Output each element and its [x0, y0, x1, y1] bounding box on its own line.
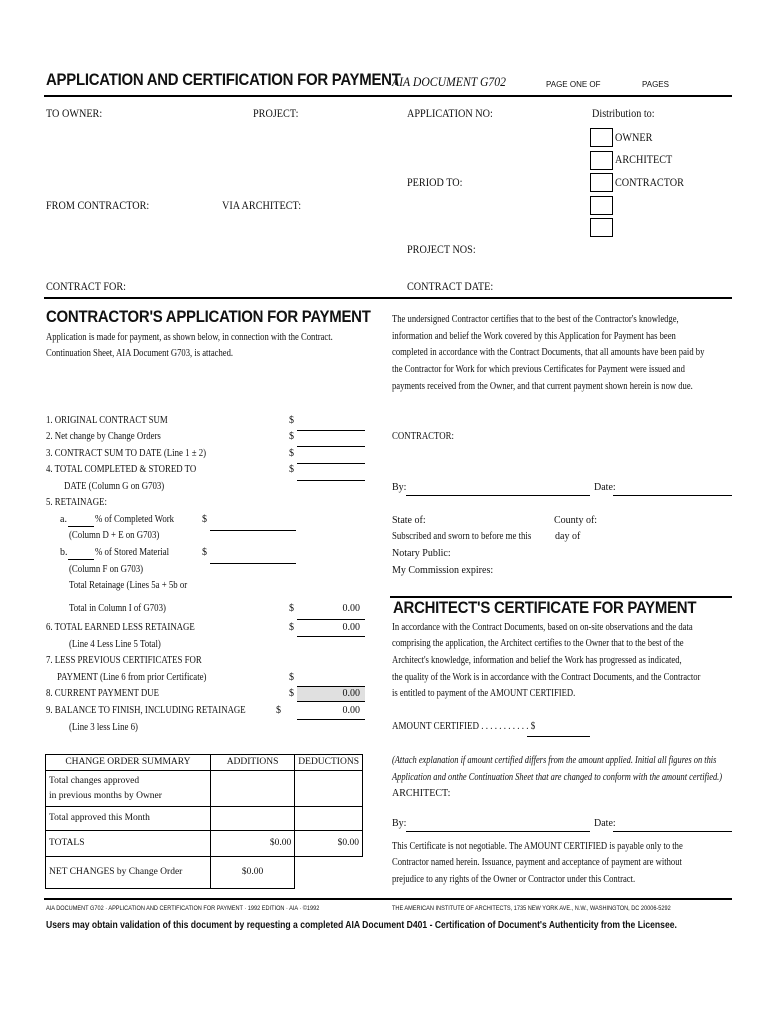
intro-line-1: Application is made for payment, as shown below, in connection with the Contract. — [46, 332, 333, 343]
architect-certificate-heading: ARCHITECT'S CERTIFICATE FOR PAYMENT — [393, 598, 697, 617]
line-2-dollar: $ — [289, 431, 294, 442]
intro-line-2: Continuation Sheet, AIA Document G703, is attached. — [46, 348, 234, 359]
table-header-row — [46, 755, 363, 771]
project-nos-label: PROJECT NOS: — [407, 242, 476, 256]
line-6-total-earned: 6. TOTAL EARNED LESS RETAINAGE — [46, 622, 195, 633]
arch-line-3: Architect's knowledge, information and belief the Work has progressed as indicated, — [392, 655, 682, 666]
line-9-subtext: (Line 3 less Line 6) — [69, 722, 138, 733]
arch-line-1: In accordance with the Contract Documents, based on on-site observations and the data — [392, 622, 693, 633]
document-id: AIA DOCUMENT G702 — [392, 74, 506, 89]
notary-public-label: Notary Public: — [392, 548, 451, 559]
dist-architect-label: ARCHITECT — [615, 152, 673, 166]
line-8-value: 0.00 — [342, 688, 360, 699]
table-row — [46, 807, 363, 831]
header-rule — [44, 95, 732, 97]
contractor-date-label: Date: — [594, 482, 616, 493]
line-3-dollar: $ — [289, 448, 294, 459]
footer-right: THE AMERICAN INSTITUTE OF ARCHITECTS, 1735 NEW YORK AVE., N.W., WASHINGTON, DC 20006-5292 — [392, 905, 671, 912]
line-5a-label: a. — [60, 514, 67, 525]
table-row — [46, 771, 363, 807]
line-7-less-previous: 7. LESS PREVIOUS CERTIFICATES FOR — [46, 655, 202, 666]
application-no-label: APPLICATION NO: — [407, 106, 493, 120]
row-totals-additions: $0.00 — [210, 831, 294, 857]
line-5a-dollar: $ — [202, 514, 207, 525]
header-deductions: DEDUCTIONS — [295, 755, 363, 771]
pages-label: PAGES — [642, 80, 669, 89]
cert-line-3: completed in accordance with the Contract Documents, that all amounts have been paid by — [392, 347, 705, 358]
contractor-application-heading: CONTRACTOR'S APPLICATION FOR PAYMENT — [46, 307, 371, 326]
line-3-amount-field[interactable] — [297, 463, 365, 464]
project-label: PROJECT: — [253, 106, 299, 120]
table-row — [46, 831, 363, 857]
contractor-label: CONTRACTOR: — [392, 431, 454, 442]
row-net-changes-empty — [295, 857, 363, 889]
total-retainage-label-2: Total in Column I of G703) — [69, 603, 166, 614]
from-contractor-label: FROM CONTRACTOR: — [46, 198, 150, 212]
line-5a-percent-field[interactable] — [68, 526, 94, 527]
line-9-value: 0.00 — [342, 705, 360, 716]
section-rule — [44, 297, 732, 299]
line-6-subtext: (Line 4 Less Line 5 Total) — [69, 639, 161, 650]
period-to-label: PERIOD TO: — [407, 175, 463, 189]
line-7-subtext: PAYMENT (Line 6 from prior Certificate) — [57, 672, 207, 683]
row-net-changes-value: $0.00 — [210, 857, 294, 889]
row-previous-changes-line-1: Total changes approved — [49, 775, 140, 786]
blank-checkbox-1[interactable] — [590, 196, 613, 215]
line-7-dollar: $ — [289, 672, 294, 683]
architect-label: ARCHITECT: — [392, 788, 451, 799]
subscribed-label: Subscribed and sworn to before me this — [392, 531, 532, 542]
cert-line-2: information and belief the Work covered by this Application for Payment has been — [392, 331, 676, 342]
attach-note-line-1: (Attach explanation if amount certified differs from the amount applied. Initial all figures on this — [392, 755, 717, 766]
line-2-net-change: 2. Net change by Change Orders — [46, 431, 161, 442]
distribution-label: Distribution to: — [592, 106, 655, 120]
total-retainage-value: 0.00 — [342, 603, 360, 614]
footer-rule — [44, 898, 732, 900]
line-5a-text: % of Completed Work — [95, 514, 175, 525]
architect-date-label: Date: — [594, 818, 616, 829]
line-5b-amount-field[interactable] — [210, 563, 296, 564]
state-of-label: State of: — [392, 515, 426, 526]
via-architect-label: VIA ARCHITECT: — [222, 198, 302, 212]
line-6-value: 0.00 — [342, 622, 360, 633]
negotiable-line-1: This Certificate is not negotiable. The AMOUNT CERTIFIED is payable only to the — [392, 841, 683, 852]
page-one-of-label: PAGE ONE OF — [546, 80, 601, 89]
line-9-rule — [297, 719, 365, 720]
negotiable-line-3: prejudice to any rights of the Owner or Contractor under this Contract. — [392, 874, 636, 885]
row-previous-deductions[interactable] — [295, 771, 363, 807]
contractor-by-label: By: — [392, 482, 407, 493]
line-5b-subtext: (Column F on G703) — [69, 564, 144, 575]
line-5-retainage: 5. RETAINAGE: — [46, 497, 107, 508]
line-5b-dollar: $ — [202, 547, 207, 558]
contract-date-label: CONTRACT DATE: — [407, 279, 494, 293]
header-additions: ADDITIONS — [210, 755, 294, 771]
table-row — [46, 857, 363, 889]
attach-note-line-2: Application and onthe Continuation Sheet that are changed to conform with the amount certified.) — [392, 772, 723, 783]
cert-line-1: The undersigned Contractor certifies that to the best of the Contractor's knowledge, — [392, 314, 679, 325]
line-5b-text: % of Stored Material — [95, 547, 170, 558]
line-1-original-contract-sum: 1. ORIGINAL CONTRACT SUM — [46, 415, 168, 426]
row-previous-additions[interactable] — [210, 771, 294, 807]
owner-checkbox[interactable] — [590, 128, 613, 147]
line-6-rule — [297, 636, 365, 637]
line-6-dollar: $ — [289, 622, 294, 633]
contract-for-label: CONTRACT FOR: — [46, 279, 127, 293]
line-1-amount-field[interactable] — [297, 430, 365, 431]
arch-line-5: is entitled to payment of the AMOUNT CERTIFIED. — [392, 688, 576, 699]
row-totals-deductions: $0.00 — [295, 831, 363, 857]
row-previous-changes-line-2: in previous months by Owner — [49, 790, 162, 801]
change-order-summary-table — [45, 754, 363, 889]
contractor-date-field[interactable] — [613, 495, 732, 496]
row-net-changes: NET CHANGES by Change Order — [46, 857, 211, 889]
contractor-signature-field[interactable] — [406, 495, 590, 496]
line-4-amount-field[interactable] — [297, 480, 365, 481]
total-retainage-rule — [297, 619, 365, 620]
negotiable-line-2: Contractor named herein. Issuance, payment and acceptance of payment are without — [392, 857, 682, 868]
footer-left: AIA DOCUMENT G702 · APPLICATION AND CERTIFICATION FOR PAYMENT · 1992 EDITION · AIA · ©1992 — [46, 905, 320, 912]
cert-line-4: the Contractor for Work for which previous Certificates for Payment were issued and — [392, 364, 685, 375]
to-owner-label: TO OWNER: — [46, 106, 103, 120]
architect-checkbox[interactable] — [590, 151, 613, 170]
total-retainage-label: Total Retainage (Lines 5a + 5b or — [69, 580, 188, 591]
line-5a-amount-field[interactable] — [210, 530, 296, 531]
line-4-subtext: DATE (Column G on G703) — [64, 481, 165, 492]
contractor-checkbox[interactable] — [590, 173, 613, 192]
dist-contractor-label: CONTRACTOR — [615, 175, 684, 189]
line-5b-label: b. — [60, 547, 68, 558]
row-this-month-additions[interactable] — [210, 807, 294, 831]
line-3-contract-sum-to-date: 3. CONTRACT SUM TO DATE (Line 1 ± 2) — [46, 448, 207, 459]
architect-signature-field[interactable] — [406, 831, 590, 832]
total-retainage-dollar: $ — [289, 603, 294, 614]
amount-certified-label: AMOUNT CERTIFIED . . . . . . . . . . . $ — [392, 721, 536, 732]
line-8-dollar: $ — [289, 688, 294, 699]
line-4-dollar: $ — [289, 464, 294, 475]
line-5b-percent-field[interactable] — [68, 559, 94, 560]
row-totals: TOTALS — [46, 831, 211, 857]
commission-expires-label: My Commission expires: — [392, 565, 494, 576]
dist-owner-label: OWNER — [615, 130, 653, 144]
architect-date-field[interactable] — [613, 831, 732, 832]
blank-checkbox-2[interactable] — [590, 218, 613, 237]
county-of-label: County of: — [554, 515, 598, 526]
header-change-order-summary: CHANGE ORDER SUMMARY — [46, 755, 211, 771]
cert-line-5: payments received from the Owner, and that current payment shown herein is now due. — [392, 381, 693, 392]
row-this-month-deductions[interactable] — [295, 807, 363, 831]
line-4-total-completed: 4. TOTAL COMPLETED & STORED TO — [46, 464, 197, 475]
line-2-amount-field[interactable] — [297, 446, 365, 447]
row-this-month: Total approved this Month — [46, 807, 211, 831]
document-title: APPLICATION AND CERTIFICATION FOR PAYMENT — [46, 70, 401, 89]
line-9-dollar: $ — [276, 705, 281, 716]
arch-line-4: the quality of the Work is in accordance with the Contract Documents, and the Contractor — [392, 672, 701, 683]
row-previous-changes — [46, 771, 211, 807]
line-5a-subtext: (Column D + E on G703) — [69, 530, 160, 541]
amount-certified-field[interactable] — [527, 736, 590, 737]
architect-by-label: By: — [392, 818, 407, 829]
validation-notice: Users may obtain validation of this document by requesting a completed AIA Document D401 - Certification of Document's Authenticity from the Licensee. — [46, 920, 677, 931]
line-9-balance-to-finish: 9. BALANCE TO FINISH, INCLUDING RETAINAGE — [46, 705, 246, 716]
line-1-dollar: $ — [289, 415, 294, 426]
line-8-current-payment-due: 8. CURRENT PAYMENT DUE — [46, 688, 159, 699]
day-of-label: day of — [555, 531, 581, 542]
arch-line-2: comprising the application, the Architect certifies to the Owner that to the best of the — [392, 638, 684, 649]
